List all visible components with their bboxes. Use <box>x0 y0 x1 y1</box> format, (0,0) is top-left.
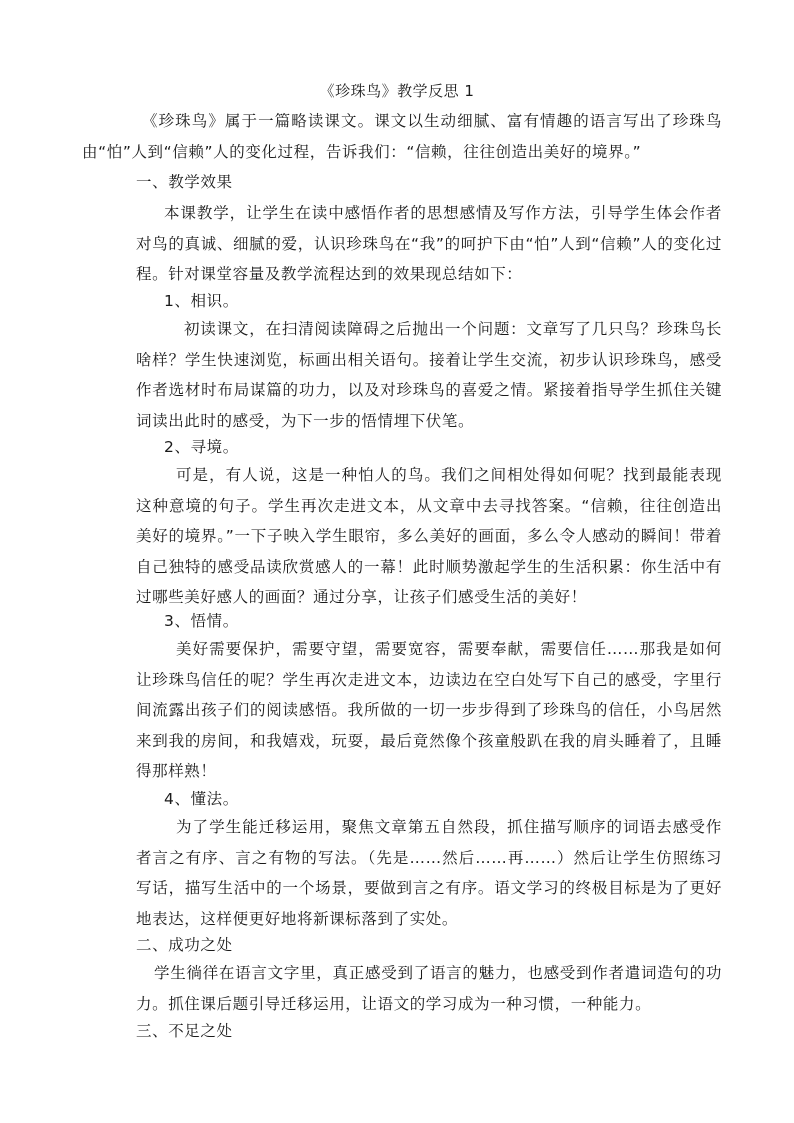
section3-heading: 三、不足之处 <box>136 1022 233 1040</box>
item2-text: 可是，有人说，这是一种怕人的鸟。我们之间相处得如何呢？找到最能表现这种意境的句子。学生再次走进文本，从文章中去寻找答案。“信赖，往往创造出美好的境界。”一下子映入学生眼帘，多么美好的画面，多么令人感动的瞬间！带着自己独特的感受品读欣赏感人的一幕！此时顺势激起学生的生活积累：你生活中有过哪些美好感人的画面？通过分享，让孩子们感受生活的美好！ <box>136 466 722 606</box>
section1-heading: 一、教学效果 <box>136 173 233 191</box>
section2-text: 学生徜徉在语言文字里，真正感受到了语言的魅力，也感受到作者遣词造句的功力。抓住课后题引导迁移运用，让语文的学习成为一种习惯，一种能力。 <box>136 964 722 1013</box>
section2-heading: 二、成功之处 <box>136 936 233 954</box>
document-title: 《珍珠鸟》教学反思 1 <box>319 82 475 100</box>
item1-text: 初读课文，在扫清阅读障碍之后抛出一个问题：文章写了几只鸟？珍珠鸟长啥样？学生快速浏览，标画出相关语句。接着让学生交流，初步认识珍珠鸟，感受作者选材时布局谋篇的功力，以及对珍珠鸟的喜爱之情。紧接着指导学生抓住关键词读出此时的感受，为下一步的悟情埋下伏笔。 <box>136 320 722 430</box>
item2-label: 2、寻境。 <box>164 438 239 456</box>
item4-text: 为了学生能迁移运用，聚焦文章第五自然段，抓住描写顺序的词语去感受作者言之有序、言之有物的写法。（先是……然后……再……）然后让学生仿照练习写话，描写生活中的一个场景，要做到言之有序。语文学习的终极目标是为了更好地表达，这样便更好地将新课标落到了实处。 <box>136 818 722 928</box>
item4-label: 4、懂法。 <box>164 790 239 808</box>
item3-label: 3、悟情。 <box>164 612 239 630</box>
item1-label: 1、相识。 <box>164 292 239 310</box>
item3-text: 美好需要保护，需要守望，需要宽容，需要奉献，需要信任……那我是如何让珍珠鸟信任的呢？学生再次走进文本，边读边在空白处写下自己的感受，字里行间流露出孩子们的阅读感悟。我所做的一切一步步得到了珍珠鸟的信任，小鸟居然来到我的房间，和我嬉戏，玩耍，最后竟然像个孩童般趴在我的肩头睡着了，且睡得那样熟！ <box>136 640 722 780</box>
intro-paragraph: 《珍珠鸟》属于一篇略读课文。课文以生动细腻、富有情趣的语言写出了珍珠鸟由“怕”人到“信赖”人的变化过程，告诉我们：“信赖，往往创造出美好的境界。” <box>82 112 722 161</box>
section1-summary: 本课教学，让学生在读中感悟作者的思想感情及写作方法，引导学生体会作者对鸟的真诚、细腻的爱，认识珍珠鸟在“我”的呵护下由“怕”人到“信赖”人的变化过程。针对课堂容量及教学流程达到的效果现总结如下： <box>136 204 722 283</box>
